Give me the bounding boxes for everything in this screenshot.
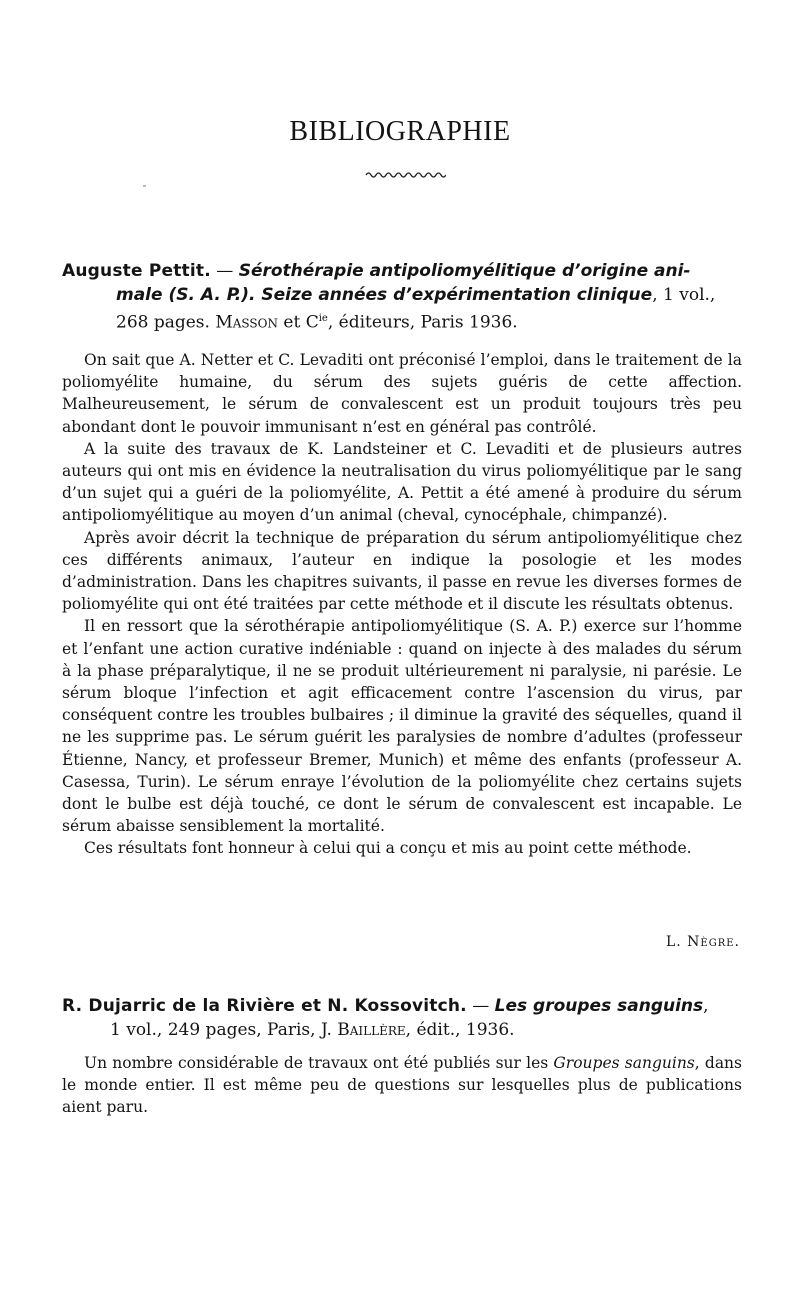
review1-publisher: Masson: [215, 312, 278, 333]
review1-paragraph-2: A la suite des travaux de K. Landsteiner et C. Levaditi et de plusieurs autres auteurs qui ont mis en évidence la neutralisation du virus poliomyélitique par le sang d’un sujet qui a guéri de la poliomyélite, A. Pettit a été amené à produire du sérum antipoliomyélitique au moyen d’un animal (cheval, cynocéphale, chimpanzé).: [62, 439, 742, 525]
review2-emphasis: Groupes sanguins: [553, 1054, 695, 1072]
review1-book-title-cont: male (S. A. P.). Seize années d’expérimentation clinique: [116, 285, 653, 305]
review1-edition: , éditeurs, Paris 1936.: [327, 312, 518, 333]
page-title: BIBLIOGRAPHIE: [289, 116, 511, 147]
review1-pages: 268 pages.: [116, 312, 216, 333]
review1-signature-name: Nègre.: [687, 934, 740, 950]
review2-edition: , édit., 1936.: [405, 1020, 515, 1040]
wavy-ornament-icon: [364, 169, 446, 179]
review2-book-title: Les groupes sanguins: [494, 996, 704, 1016]
review1-body: [62, 349, 742, 860]
review1-paragraph-5: Ces résultats font honneur à celui qui a conçu et mis au point cette méthode.: [84, 839, 692, 858]
review2-heading: R. Dujarric de la Rivière et N. Kossovitch. — Les groupes sanguins, 1 vol., 249 pages, Paris, J. Baillère, édit., 1936.: [62, 996, 709, 1040]
review2-author: R. Dujarric de la Rivière et N. Kossovitch.: [62, 996, 467, 1016]
review1-heading: Auguste Pettit. — Sérothérapie antipoliomyélitique d’origine ani- male (S. A. P.). Seize années d’expérimentation clinique, 1 vol., 268 pages. Masson et $C^{ie}$, éditeurs, Paris 1936.: [62, 261, 716, 333]
review1-volume: , 1 vol.,: [652, 285, 716, 305]
review2-publisher: Baillère: [337, 1020, 406, 1040]
review1-paragraph-3: Après avoir décrit la technique de préparation du sérum antipoliomyélitique chez ces différents animaux, l’auteur en indique la posologie et les modes d’administration. Dans les chapitres suivants, il passe en revue les diverses formes de poliomyélite qui ont été traitées par cette méthode et il discute les résultats obtenus.: [62, 528, 742, 614]
review1-author: Auguste Pettit.: [62, 261, 211, 281]
review1-signature: L. Nègre.: [665, 934, 740, 950]
review1-book-title: Sérothérapie antipoliomyélitique d’origine ani-: [238, 261, 691, 281]
review2-body: [62, 1052, 742, 1119]
review1-paragraph-4: Il en ressort que la sérothérapie antipoliomyélitique (S. A. P.) exerce sur l’homme et l’enfant une action curative indéniable : quand on injecte à des malades du sérum à la phase préparalytique, il ne se produit ultérieurement ni paralysie, ni parésie. Le sérum bloque l’infection et agit efficacement contre l’ascension du virus, par conséquent contre les troubles bulbaires ; il diminue la gravité des séquelles, quand il ne les supprime pas. Le sérum guérit les paralysies de nombre d’adultes (professeur Étienne, Nancy, et professeur Bremer, Munich) et même des enfants (professeur A. Casessa, Turin). Le sérum enraye l’évolution de la poliomyélite chez certains sujets dont le bulbe est déjà touché, ce dont le sérum de convalescent est incapable. Le sérum abaisse sensiblement la mortalité.: [62, 617, 742, 836]
review2-volume: 1 vol., 249 pages, Paris, J.: [110, 1020, 338, 1040]
review1-paragraph-1: On sait que A. Netter et C. Levaditi ont préconisé l’emploi, dans le traitement de la poliomyélite humaine, du sérum des sujets guéris de cette affection. Malheureusement, le sérum de convalescent est un produit toujours très peu abondant dont le pouvoir immunisant n’est en général pas contrôlé.: [62, 351, 742, 436]
review2-paragraph-1: Un nombre considérable de travaux ont été publiés sur les Groupes sanguins, dans le monde entier. Il est même peu de questions sur lesquelles plus de publications aient paru.: [62, 1054, 742, 1117]
print-speck: [143, 185, 146, 187]
